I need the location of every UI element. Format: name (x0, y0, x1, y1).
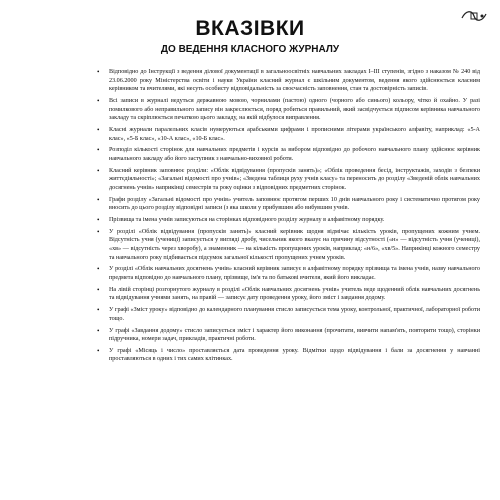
instructions-list (95, 68, 480, 367)
list-item: • Всі записи в журналі ведуться державною мовою, чорнилами (пастою) одного (чорного або синього) кольору, чітко й охайно. У разі помилкового або неправильного запису він закреслюється, поряд робиться правильний, який засвідчується підписом керівника навчального закладу та скріплюється печаткою цього закладу, на якій відбулося виправлення. (97, 96, 480, 122)
list-item: • У графі «Місяць і число» проставляється дата проведення уроку. Відмітки щодо відвідування і бали за досягнення у навчанні проставляються в одних і тих самих клітинках. (97, 346, 480, 363)
mascot-logo-icon (460, 8, 488, 24)
list-item: • На лівій сторінці розгорнутого журналу в розділі «Облік навчальних досягнень учнів» учитель веде щоденний облік навчальних досягнень та відвідування учнями занять, на правій — записує дату проведення уроку, його зміст і завдання додому. (97, 285, 480, 302)
list-item: • Відповідно до Інструкції з ведення ділової документації в загальноосвітніх навчальних закладах I–III ступенів, згідно з наказом № 240 від 23.06.2000 року Міністерства освіти і науки України класний журнал є шкільним документом, ведення якого здійснюється класним керівником та вчителями, які несуть особисту відповідальність за своєчасність заповнення, стан та достовірність записів. (97, 68, 480, 93)
list-item: • Класні журнали паралельних класів нумеруються арабськими цифрами і прописними літерами українського алфавіту, наприклад: «5-А клас», «5-Б клас», «10-А клас», «10-Б клас». (97, 125, 480, 142)
page-subtitle: ДО ВЕДЕННЯ КЛАСНОГО ЖУРНАЛУ (160, 44, 340, 55)
list-item: • У графі «Зміст уроку» відповідно до календарного планування стисло записується тема уроку, контрольної, практичної, лабораторної роботи тощо. (97, 306, 480, 322)
page-title: ВКАЗІВКИ (195, 17, 305, 40)
list-item: • Класний керівник заповнює розділи: «Облік відвідування (пропусків занять)»; «Облік проведення бесід, інструктажів, заходів з безпеки життєдіяльності»; «Загальні відомості про учнів»; «Зведена таблиця руху учнів класу» та переносить до розділу «Зведеній облік навчальних досягнень учнів» наприкінці семестрів та року оцінки з відповідних предметних сторінок. (97, 166, 480, 191)
list-item: • У графі «Завдання додому» стисло записується зміст і характер його виконання (прочитати, вивчити напам'ять, повторити тощо), сторінки підручника, номери задач, прикладів, практичні роботи. (97, 326, 480, 343)
list-item: • У розділі «Облік навчальних досягнень учнів» класний керівник записує в алфавітному порядку прізвища та імена учнів, назву навчального предмета відповідно до навчального плану, прізвище, ім'я та по батькові вчителя, який його викладає. (97, 265, 480, 281)
list-item: • У розділі «Облік відвідування (пропусків занять)» класний керівник щодня відмічає кількість уроків, пропущених кожним учнем. Відсутність учня (учениці) записується у вигляді дробу, чисельник якого вказує на причину відсутності («н» — відсутність учня (учениці), «хв» — відсутність через хворобу), а знаменник — на кількість пропущених уроків, наприклад: «н/6», «хв/5». Наприкінці кожного семестру та навчального року підбивається підсумок загальної кількості пропущених учнем уроків. (97, 227, 480, 261)
list-item: • Прізвища та імена учнів записуються на сторінках відповідного розділу журналу в алфавітному порядку. (97, 216, 385, 225)
list-item: • Графи розділу «Загальні відомості про учнів» учитель заповнює протягом перших 10 днів навчального року і систематично протягом року вносить до цього розділу відповідні записи (з яка школи у прибувшим або вибувшим учнів. (97, 195, 480, 212)
list-item: • Розподіл кількості сторінок для навчальних предметів і курсів за вибором відповідно до робочого навчального плану здійснює керівник навчального закладу або його заступник з навчально-виховної роботи. (97, 146, 480, 162)
